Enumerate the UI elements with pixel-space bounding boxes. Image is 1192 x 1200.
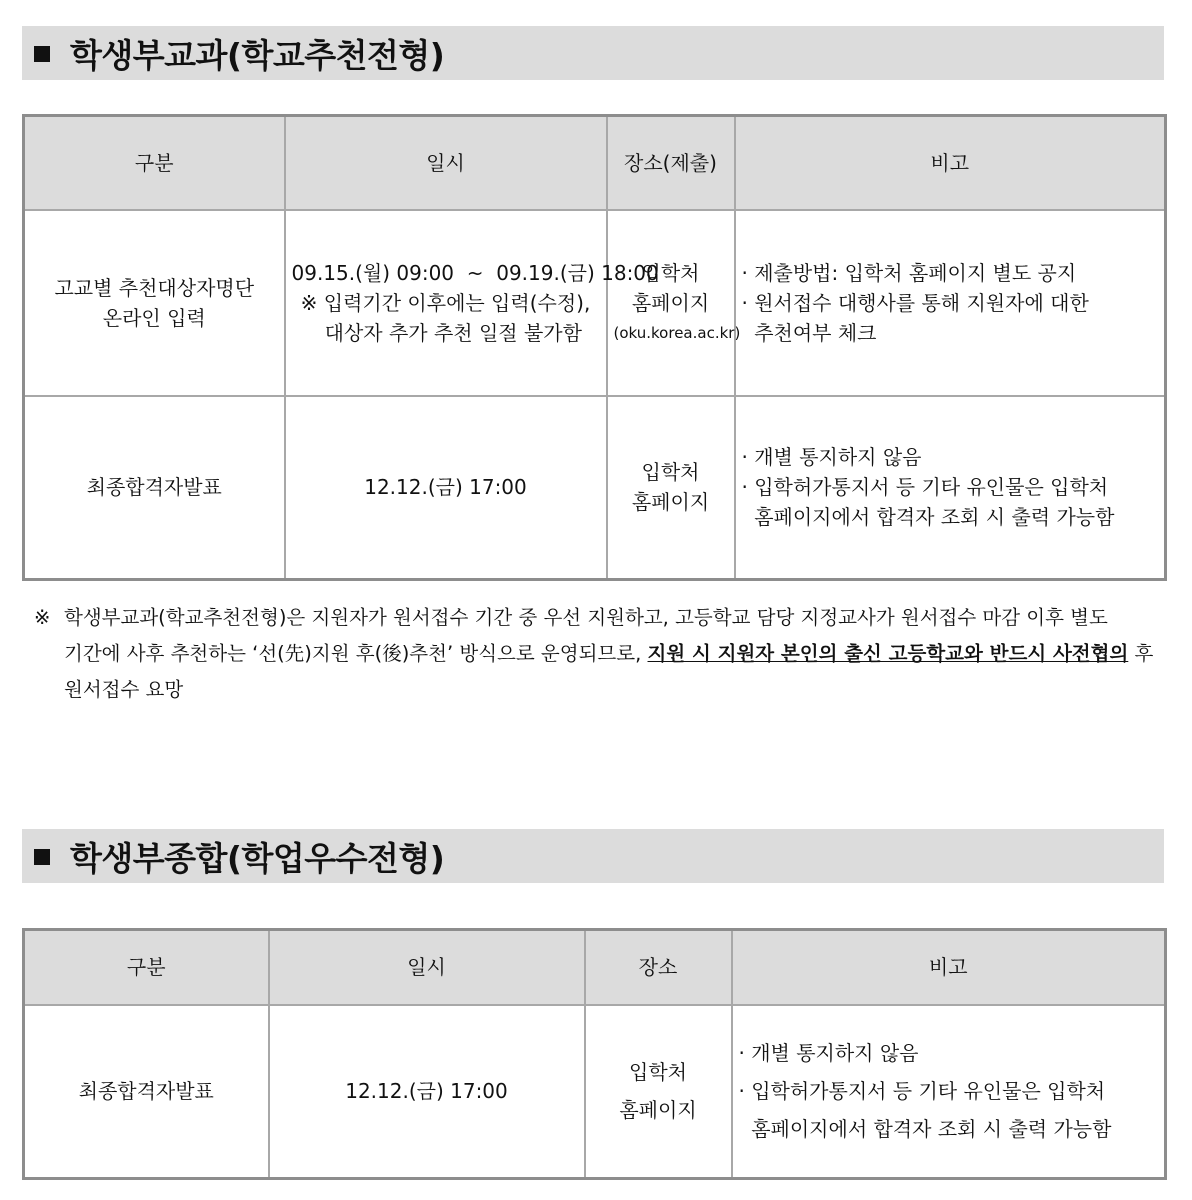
cell-category xyxy=(24,210,285,396)
table-row xyxy=(24,396,1166,580)
footnote-line: 원서접수 요망 xyxy=(64,678,184,701)
footnote xyxy=(34,600,1164,708)
cell-datetime: 12.12.(금) 17:00 xyxy=(285,396,607,580)
note-line: · 개별 통지하지 않음 xyxy=(741,445,922,470)
section-title: 학생부종합(학업우수전형) xyxy=(70,838,445,878)
cell-category: 최종합격자발표 xyxy=(24,1005,269,1179)
header-datetime: 일시 xyxy=(269,930,585,1005)
note-line: 추천여부 체크 xyxy=(741,320,877,345)
note-line: · 개별 통지하지 않음 xyxy=(738,1041,919,1066)
cell-place xyxy=(607,210,741,396)
section-title: 학생부교과(학교추천전형) xyxy=(70,35,445,75)
note-line: · 제출방법: 입학처 홈페이지 별도 공지 xyxy=(741,260,1077,285)
place-line: 홈페이지 xyxy=(619,1098,697,1123)
header-notes: 비고 xyxy=(732,930,1166,1005)
table-header-row xyxy=(24,930,1166,1005)
schedule-table-academic-excellence xyxy=(22,928,1167,1180)
cell-datetime xyxy=(285,210,659,396)
square-bullet-icon xyxy=(34,46,50,62)
table-header-row xyxy=(24,116,1166,210)
cell-notes xyxy=(735,396,1166,580)
schedule-table-school-recommendation xyxy=(22,114,1167,581)
footnote-line: 학생부교과(학교추천전형)은 지원자가 원서접수 기간 중 우선 지원하고, 고등학교 담당 지정교사가 원서접수 마감 이후 별도 xyxy=(64,606,1108,629)
category-line: 온라인 입력 xyxy=(102,305,206,330)
place-line: 입학처 xyxy=(629,1060,687,1085)
footnote-emphasis: 지원 시 지원자 본인의 출신 고등학교와 반드시 사전협의 xyxy=(647,642,1129,665)
header-category: 구분 xyxy=(24,930,269,1005)
datetime-line: 09.15.(월) 09:00 ~ 09.19.(금) 18:00 xyxy=(291,260,659,285)
datetime-remark-line: 대상자 추가 추천 일절 불가함 xyxy=(324,320,582,345)
category-line: 고교별 추천대상자명단 xyxy=(54,275,255,300)
cell-place xyxy=(607,396,735,580)
note-line: · 입학허가통지서 등 기타 유인물은 입학처 xyxy=(738,1079,1106,1104)
note-line: 홈페이지에서 합격자 조회 시 출력 가능함 xyxy=(741,505,1115,530)
cell-datetime: 12.12.(금) 17:00 xyxy=(269,1005,585,1179)
place-line: 홈페이지 xyxy=(631,290,710,315)
cell-notes xyxy=(735,210,1166,396)
footnote-line xyxy=(64,636,1164,672)
reference-mark-icon: ※ xyxy=(34,606,51,629)
header-place: 장소 xyxy=(585,930,732,1005)
place-line: 입학처 xyxy=(641,260,700,285)
header-category: 구분 xyxy=(24,116,285,210)
cell-place xyxy=(585,1005,732,1179)
note-line: · 입학허가통지서 등 기타 유인물은 입학처 xyxy=(741,475,1109,500)
note-line: · 원서접수 대행사를 통해 지원자에 대한 xyxy=(741,290,1089,315)
table-row xyxy=(24,1005,1166,1179)
section-header-school-recommendation xyxy=(22,26,1164,80)
section-header-academic-excellence xyxy=(22,829,1164,883)
footnote-body xyxy=(34,600,1164,708)
header-datetime: 일시 xyxy=(285,116,607,210)
table-row xyxy=(24,210,1166,396)
note-line: 홈페이지에서 합격자 조회 시 출력 가능함 xyxy=(738,1117,1112,1142)
footnote-text: 기간에 사후 추천하는 ‘선(先)지원 후(後)추천’ 방식으로 운영되므로, xyxy=(64,642,648,665)
cell-category: 최종합격자발표 xyxy=(24,396,285,580)
datetime-remark xyxy=(301,288,591,348)
place-url: (oku.korea.ac.kr) xyxy=(613,323,741,342)
footnote-text: 후 xyxy=(1128,642,1154,665)
header-place: 장소(제출) xyxy=(607,116,735,210)
place-line: 홈페이지 xyxy=(631,490,710,515)
datetime-remark-line: ※ 입력기간 이후에는 입력(수정), xyxy=(300,290,591,315)
square-bullet-icon xyxy=(34,849,50,865)
header-notes: 비고 xyxy=(735,116,1166,210)
cell-notes xyxy=(732,1005,1166,1179)
place-line: 입학처 xyxy=(641,460,700,485)
